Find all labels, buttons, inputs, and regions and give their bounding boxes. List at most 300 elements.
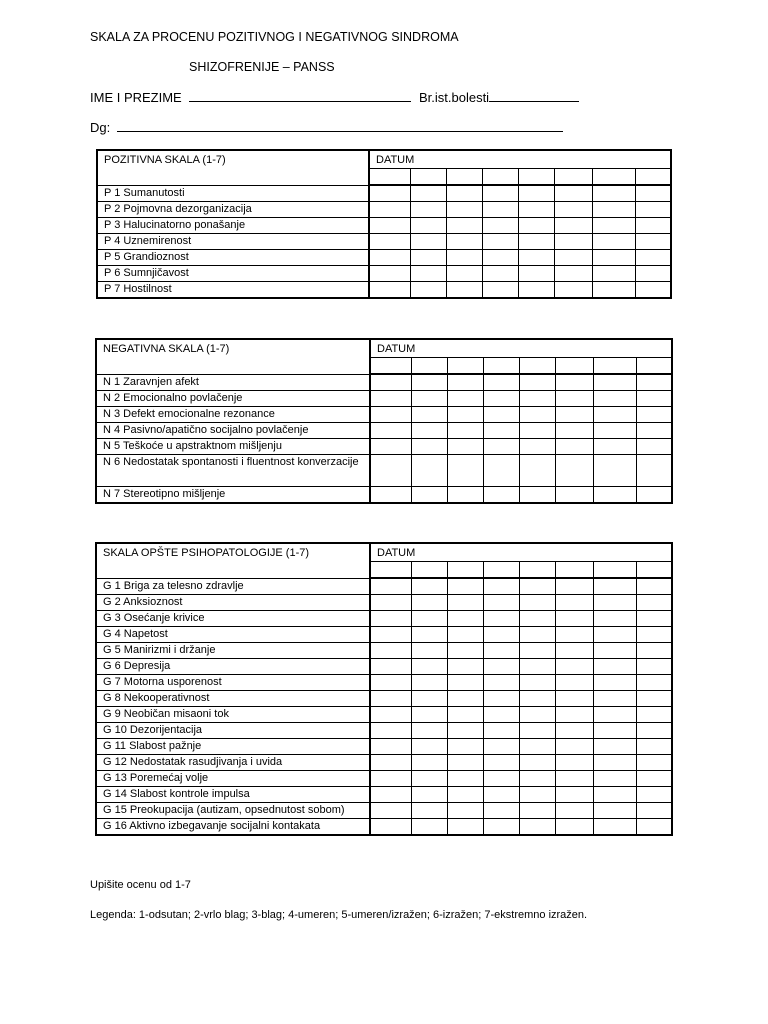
score-cell[interactable] — [518, 185, 554, 201]
score-cell[interactable] — [592, 281, 635, 298]
score-cell[interactable] — [555, 486, 593, 503]
item-label: N 2 Emocionalno povlačenje — [96, 390, 370, 406]
score-cell[interactable] — [411, 754, 447, 770]
score-cell[interactable] — [555, 422, 593, 438]
score-cell[interactable] — [518, 233, 554, 249]
score-cell[interactable] — [447, 770, 483, 786]
score-cell[interactable] — [519, 770, 555, 786]
score-cell[interactable] — [519, 594, 555, 610]
score-cell[interactable] — [518, 201, 554, 217]
date-cell[interactable] — [411, 562, 447, 579]
score-cell[interactable] — [410, 201, 446, 217]
score-cell[interactable] — [519, 818, 555, 835]
score-cell[interactable] — [370, 626, 411, 642]
date-cell[interactable] — [482, 169, 518, 186]
score-cell[interactable] — [447, 406, 483, 422]
score-cell[interactable] — [410, 249, 446, 265]
date-cell[interactable] — [447, 562, 483, 579]
score-cell[interactable] — [636, 754, 672, 770]
item-label: G 10 Dezorijentacija — [96, 722, 370, 738]
score-cell[interactable] — [483, 770, 519, 786]
score-cell[interactable] — [370, 642, 411, 658]
score-cell[interactable] — [370, 438, 411, 454]
score-cell[interactable] — [483, 374, 519, 390]
score-cell[interactable] — [447, 722, 483, 738]
score-cell[interactable] — [519, 706, 555, 722]
score-cell[interactable] — [483, 642, 519, 658]
item-row — [97, 201, 671, 217]
score-cell[interactable] — [410, 233, 446, 249]
score-cell[interactable] — [519, 754, 555, 770]
score-cell[interactable] — [370, 786, 411, 802]
item-label: G 14 Slabost kontrole impulsa — [96, 786, 370, 802]
history-number-field[interactable] — [489, 90, 579, 102]
score-cell[interactable] — [519, 690, 555, 706]
score-cell[interactable] — [410, 265, 446, 281]
score-cell[interactable] — [555, 786, 593, 802]
score-cell[interactable] — [370, 610, 411, 626]
score-cell[interactable] — [519, 674, 555, 690]
score-cell[interactable] — [636, 486, 672, 503]
score-cell[interactable] — [447, 594, 483, 610]
score-cell[interactable] — [555, 626, 593, 642]
score-cell[interactable] — [593, 626, 636, 642]
score-cell[interactable] — [483, 658, 519, 674]
score-cell[interactable] — [483, 422, 519, 438]
score-cell[interactable] — [636, 690, 672, 706]
score-cell[interactable] — [636, 642, 672, 658]
score-cell[interactable] — [483, 674, 519, 690]
score-cell[interactable] — [636, 722, 672, 738]
score-cell[interactable] — [447, 658, 483, 674]
score-cell[interactable] — [483, 626, 519, 642]
score-cell[interactable] — [593, 390, 636, 406]
score-cell[interactable] — [593, 706, 636, 722]
score-cell[interactable] — [447, 610, 483, 626]
header-row — [97, 150, 671, 169]
score-cell[interactable] — [554, 249, 592, 265]
date-cell[interactable] — [447, 358, 483, 375]
score-cell[interactable] — [636, 610, 672, 626]
score-cell[interactable] — [411, 626, 447, 642]
item-label: P 3 Halucinatorno ponašanje — [97, 217, 369, 233]
score-cell[interactable] — [411, 738, 447, 754]
score-cell[interactable] — [370, 658, 411, 674]
score-cell[interactable] — [411, 674, 447, 690]
item-row — [96, 690, 672, 706]
score-cell[interactable] — [370, 578, 411, 594]
date-cell[interactable] — [446, 169, 482, 186]
score-cell[interactable] — [370, 374, 411, 390]
item-row — [97, 217, 671, 233]
score-cell[interactable] — [636, 406, 672, 422]
date-cell[interactable] — [519, 562, 555, 579]
score-cell[interactable] — [447, 642, 483, 658]
item-row — [96, 374, 672, 390]
score-cell[interactable] — [446, 217, 482, 233]
score-cell[interactable] — [483, 390, 519, 406]
score-cell[interactable] — [411, 786, 447, 802]
score-cell[interactable] — [447, 438, 483, 454]
score-cell[interactable] — [636, 390, 672, 406]
item-label: G 3 Osećanje krivice — [96, 610, 370, 626]
date-cell[interactable] — [369, 169, 410, 186]
date-cell[interactable] — [592, 169, 635, 186]
item-label: G 6 Depresija — [96, 658, 370, 674]
score-cell[interactable] — [483, 706, 519, 722]
item-label: G 9 Neobičan misaoni tok — [96, 706, 370, 722]
score-cell[interactable] — [554, 233, 592, 249]
score-cell[interactable] — [636, 374, 672, 390]
score-cell[interactable] — [519, 722, 555, 738]
score-cell[interactable] — [635, 217, 671, 233]
score-cell[interactable] — [483, 802, 519, 818]
score-cell[interactable] — [593, 786, 636, 802]
item-row — [96, 642, 672, 658]
score-cell[interactable] — [593, 594, 636, 610]
score-cell[interactable] — [370, 594, 411, 610]
score-cell[interactable] — [555, 438, 593, 454]
score-cell[interactable] — [555, 578, 593, 594]
score-cell[interactable] — [593, 754, 636, 770]
score-cell[interactable] — [555, 658, 593, 674]
score-cell[interactable] — [411, 594, 447, 610]
score-cell[interactable] — [519, 486, 555, 503]
score-cell[interactable] — [593, 486, 636, 503]
score-cell[interactable] — [636, 674, 672, 690]
score-cell[interactable] — [446, 265, 482, 281]
score-cell[interactable] — [593, 422, 636, 438]
score-cell[interactable] — [555, 770, 593, 786]
score-cell[interactable] — [370, 722, 411, 738]
score-cell[interactable] — [369, 281, 410, 298]
score-cell[interactable] — [482, 265, 518, 281]
score-cell[interactable] — [370, 770, 411, 786]
score-cell[interactable] — [554, 217, 592, 233]
score-cell[interactable] — [635, 201, 671, 217]
date-cell[interactable] — [370, 562, 411, 579]
score-cell[interactable] — [555, 406, 593, 422]
score-cell[interactable] — [483, 738, 519, 754]
score-cell[interactable] — [593, 454, 636, 486]
score-cell[interactable] — [411, 406, 447, 422]
score-cell[interactable] — [636, 594, 672, 610]
date-cell[interactable] — [554, 169, 592, 186]
score-cell[interactable] — [555, 390, 593, 406]
item-label: P 1 Sumanutosti — [97, 185, 369, 201]
score-cell[interactable] — [593, 658, 636, 674]
date-cell[interactable] — [555, 358, 593, 375]
score-cell[interactable] — [411, 486, 447, 503]
score-cell[interactable] — [555, 738, 593, 754]
score-cell[interactable] — [411, 374, 447, 390]
score-cell[interactable] — [636, 578, 672, 594]
score-cell[interactable] — [483, 578, 519, 594]
score-cell[interactable] — [554, 201, 592, 217]
item-label: N 7 Stereotipno mišljenje — [96, 486, 370, 503]
score-cell[interactable] — [519, 438, 555, 454]
score-cell[interactable] — [593, 674, 636, 690]
diagnosis-row — [90, 120, 563, 135]
score-cell[interactable] — [518, 217, 554, 233]
score-cell[interactable] — [483, 486, 519, 503]
score-cell[interactable] — [592, 201, 635, 217]
item-label: N 3 Defekt emocionalne rezonance — [96, 406, 370, 422]
score-cell[interactable] — [370, 754, 411, 770]
score-cell[interactable] — [593, 722, 636, 738]
score-cell[interactable] — [447, 690, 483, 706]
score-cell[interactable] — [483, 818, 519, 835]
score-cell[interactable] — [555, 706, 593, 722]
score-cell[interactable] — [593, 642, 636, 658]
score-cell[interactable] — [635, 185, 671, 201]
form-subtitle: SHIZOFRENIJE – PANSS — [189, 60, 335, 74]
score-cell[interactable] — [519, 422, 555, 438]
score-cell[interactable] — [483, 610, 519, 626]
score-cell[interactable] — [593, 610, 636, 626]
score-cell[interactable] — [518, 265, 554, 281]
score-cell[interactable] — [447, 802, 483, 818]
score-cell[interactable] — [482, 281, 518, 298]
score-cell[interactable] — [447, 454, 483, 486]
score-cell[interactable] — [519, 610, 555, 626]
score-cell[interactable] — [482, 201, 518, 217]
score-cell[interactable] — [555, 594, 593, 610]
score-cell[interactable] — [446, 249, 482, 265]
score-cell[interactable] — [483, 594, 519, 610]
score-cell[interactable] — [519, 802, 555, 818]
score-cell[interactable] — [592, 265, 635, 281]
item-label: G 12 Nedostatak rasudjivanja i uvida — [96, 754, 370, 770]
score-cell[interactable] — [483, 754, 519, 770]
score-cell[interactable] — [411, 610, 447, 626]
score-cell[interactable] — [518, 249, 554, 265]
score-cell[interactable] — [370, 674, 411, 690]
name-row — [90, 90, 579, 105]
score-cell[interactable] — [447, 390, 483, 406]
score-cell[interactable] — [636, 738, 672, 754]
score-cell[interactable] — [483, 786, 519, 802]
date-cell[interactable] — [593, 358, 636, 375]
score-cell[interactable] — [593, 406, 636, 422]
score-cell[interactable] — [411, 770, 447, 786]
item-label: P 5 Grandioznost — [97, 249, 369, 265]
score-cell[interactable] — [519, 786, 555, 802]
score-cell[interactable] — [555, 802, 593, 818]
score-cell[interactable] — [411, 658, 447, 674]
score-cell[interactable] — [447, 578, 483, 594]
score-cell[interactable] — [410, 217, 446, 233]
item-row — [96, 438, 672, 454]
score-cell[interactable] — [369, 249, 410, 265]
score-cell[interactable] — [593, 738, 636, 754]
score-cell[interactable] — [482, 185, 518, 201]
date-cell[interactable] — [636, 562, 672, 579]
score-cell[interactable] — [447, 374, 483, 390]
item-label: G 16 Aktivno izbegavanje socijalni kontakata — [96, 818, 370, 835]
score-cell[interactable] — [636, 818, 672, 835]
header-row — [96, 543, 672, 562]
score-cell[interactable] — [555, 374, 593, 390]
score-cell[interactable] — [370, 406, 411, 422]
score-cell[interactable] — [636, 438, 672, 454]
score-cell[interactable] — [519, 738, 555, 754]
diagnosis-field[interactable] — [117, 120, 563, 132]
date-cell[interactable] — [518, 169, 554, 186]
item-row — [96, 594, 672, 610]
score-cell[interactable] — [592, 217, 635, 233]
score-cell[interactable] — [592, 249, 635, 265]
score-cell[interactable] — [483, 690, 519, 706]
score-cell[interactable] — [593, 802, 636, 818]
date-cell[interactable] — [635, 169, 671, 186]
score-cell[interactable] — [446, 233, 482, 249]
date-cell[interactable] — [370, 358, 411, 375]
score-cell[interactable] — [635, 233, 671, 249]
score-cell[interactable] — [482, 217, 518, 233]
score-cell[interactable] — [369, 185, 410, 201]
score-cell[interactable] — [555, 690, 593, 706]
name-field[interactable] — [189, 90, 411, 102]
score-cell[interactable] — [411, 802, 447, 818]
score-cell[interactable] — [411, 422, 447, 438]
score-cell[interactable] — [636, 422, 672, 438]
score-cell[interactable] — [410, 185, 446, 201]
score-cell[interactable] — [519, 390, 555, 406]
score-cell[interactable] — [593, 770, 636, 786]
score-cell[interactable] — [555, 674, 593, 690]
score-cell[interactable] — [636, 770, 672, 786]
score-cell[interactable] — [519, 626, 555, 642]
score-cell[interactable] — [446, 201, 482, 217]
score-cell[interactable] — [370, 738, 411, 754]
score-cell[interactable] — [483, 438, 519, 454]
date-cell[interactable] — [483, 358, 519, 375]
score-cell[interactable] — [483, 406, 519, 422]
score-cell[interactable] — [636, 454, 672, 486]
item-row — [96, 754, 672, 770]
score-cell[interactable] — [411, 578, 447, 594]
score-cell[interactable] — [483, 722, 519, 738]
score-cell[interactable] — [411, 438, 447, 454]
score-cell[interactable] — [447, 422, 483, 438]
item-row — [97, 249, 671, 265]
score-cell[interactable] — [519, 642, 555, 658]
score-cell[interactable] — [370, 690, 411, 706]
score-cell[interactable] — [410, 281, 446, 298]
score-cell[interactable] — [636, 802, 672, 818]
score-cell[interactable] — [447, 786, 483, 802]
score-cell[interactable] — [519, 454, 555, 486]
date-cell[interactable] — [519, 358, 555, 375]
score-cell[interactable] — [592, 185, 635, 201]
score-cell[interactable] — [411, 454, 447, 486]
score-cell[interactable] — [446, 281, 482, 298]
item-row — [96, 722, 672, 738]
score-cell[interactable] — [593, 690, 636, 706]
score-cell[interactable] — [447, 674, 483, 690]
score-cell[interactable] — [635, 281, 671, 298]
score-cell[interactable] — [519, 578, 555, 594]
score-cell[interactable] — [411, 818, 447, 835]
date-cell[interactable] — [411, 358, 447, 375]
score-cell[interactable] — [447, 738, 483, 754]
score-cell[interactable] — [447, 706, 483, 722]
score-cell[interactable] — [593, 578, 636, 594]
general-psychopathology-table — [95, 542, 673, 836]
score-cell[interactable] — [447, 818, 483, 835]
score-cell[interactable] — [446, 185, 482, 201]
score-cell[interactable] — [555, 754, 593, 770]
score-cell[interactable] — [411, 722, 447, 738]
score-cell[interactable] — [635, 249, 671, 265]
date-cell[interactable] — [410, 169, 446, 186]
score-cell[interactable] — [555, 454, 593, 486]
score-cell[interactable] — [482, 233, 518, 249]
score-cell[interactable] — [370, 706, 411, 722]
score-cell[interactable] — [519, 406, 555, 422]
score-cell[interactable] — [482, 249, 518, 265]
score-cell[interactable] — [370, 818, 411, 835]
score-cell[interactable] — [411, 706, 447, 722]
score-cell[interactable] — [593, 818, 636, 835]
score-cell[interactable] — [635, 265, 671, 281]
score-cell[interactable] — [447, 626, 483, 642]
score-cell[interactable] — [554, 265, 592, 281]
score-cell[interactable] — [370, 802, 411, 818]
score-cell[interactable] — [518, 281, 554, 298]
score-cell[interactable] — [411, 690, 447, 706]
score-cell[interactable] — [447, 754, 483, 770]
score-cell[interactable] — [554, 281, 592, 298]
score-cell[interactable] — [636, 658, 672, 674]
scale-title: SKALA OPŠTE PSIHOPATOLOGIJE (1-7) — [96, 543, 370, 578]
score-cell[interactable] — [370, 454, 411, 486]
score-cell[interactable] — [555, 722, 593, 738]
score-cell[interactable] — [519, 374, 555, 390]
score-cell[interactable] — [411, 642, 447, 658]
diagnosis-label: Dg: — [90, 120, 111, 135]
score-cell[interactable] — [370, 486, 411, 503]
score-cell[interactable] — [369, 201, 410, 217]
score-cell[interactable] — [636, 786, 672, 802]
score-cell[interactable] — [447, 486, 483, 503]
score-cell[interactable] — [370, 390, 411, 406]
date-cell[interactable] — [555, 562, 593, 579]
item-row — [96, 706, 672, 722]
score-cell[interactable] — [555, 610, 593, 626]
score-cell[interactable] — [369, 265, 410, 281]
score-cell[interactable] — [519, 658, 555, 674]
date-cell[interactable] — [593, 562, 636, 579]
score-cell[interactable] — [555, 642, 593, 658]
score-cell[interactable] — [593, 374, 636, 390]
score-cell[interactable] — [592, 233, 635, 249]
score-cell[interactable] — [554, 185, 592, 201]
date-cell[interactable] — [636, 358, 672, 375]
item-label: N 6 Nedostatak spontanosti i fluentnost konverzacije — [96, 454, 370, 486]
score-cell[interactable] — [370, 422, 411, 438]
score-cell[interactable] — [636, 706, 672, 722]
score-cell[interactable] — [636, 626, 672, 642]
score-cell[interactable] — [483, 454, 519, 486]
score-cell[interactable] — [555, 818, 593, 835]
score-cell[interactable] — [593, 438, 636, 454]
score-cell[interactable] — [369, 233, 410, 249]
date-cell[interactable] — [483, 562, 519, 579]
score-cell[interactable] — [411, 390, 447, 406]
score-cell[interactable] — [369, 217, 410, 233]
